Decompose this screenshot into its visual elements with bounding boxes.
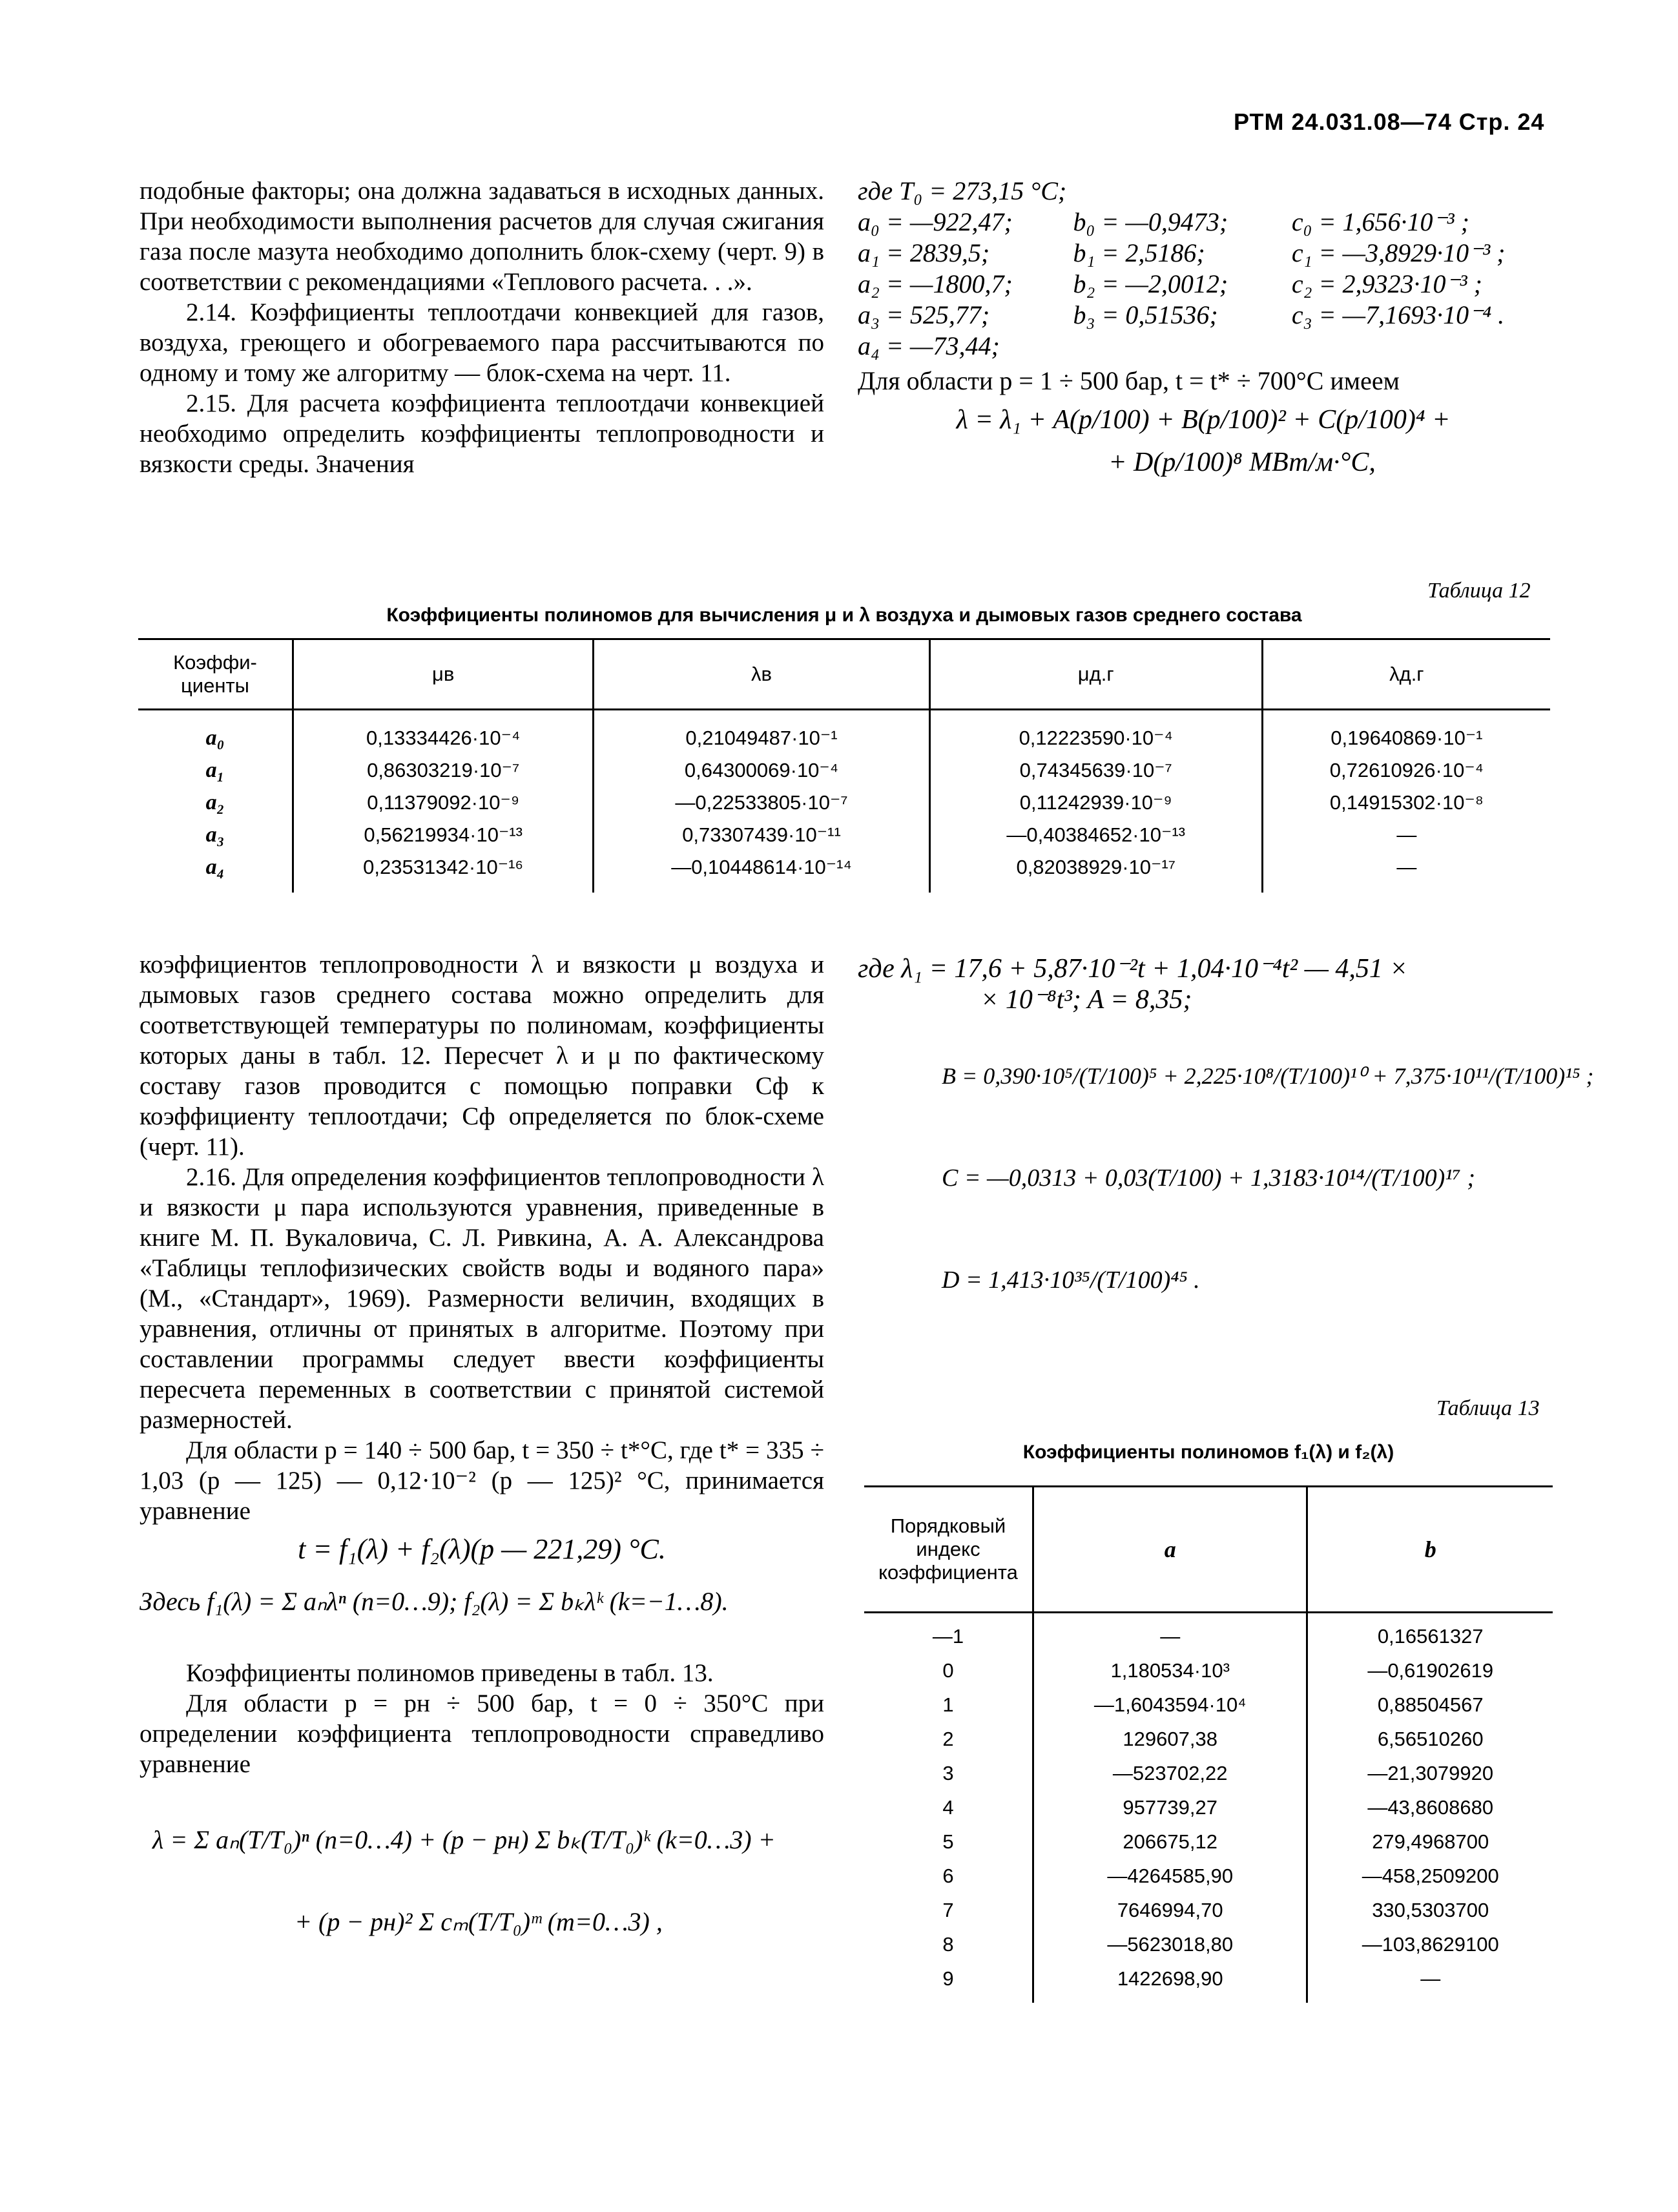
paragraph: подобные факторы; она должна задаваться в исходных данных. При необходимости выполнения расчетов для случая сжигания газа после мазута необходимо дополнить блок-схему (черт. 9) в соответствии с рекомендациями «Теплового расчета. . .».	[140, 177, 824, 296]
coef-row	[858, 331, 1549, 362]
coef-b: b₀ = —0,9473;	[1073, 207, 1228, 236]
header-cell: λв	[594, 639, 929, 710]
row-label: a₀	[205, 726, 225, 750]
cell: 0,74345639·10⁻⁷	[929, 754, 1262, 787]
lambda1-line-1: где λ₁ = 17,6 + 5,87·10⁻²t + 1,04·10⁻⁴t² — 4,51 ×	[858, 954, 1408, 984]
region-line: Для области p = 1 ÷ 500 бар, t = t* ÷ 700°C имеем	[858, 366, 1400, 395]
cell: —1,6043594·10⁴	[1033, 1688, 1307, 1722]
cell: 0,13334426·10⁻⁴	[293, 710, 594, 755]
table-13	[864, 1485, 1553, 2003]
cell: 9	[942, 1967, 954, 1990]
cell: 957739,27	[1033, 1790, 1307, 1824]
paragraph-2-14: 2.14. Коэффициенты теплоотдачи конвекцией для газов, воздуха, греющего и обогреваемого пара рассчитываются по одному и тому же алгоритму — блок-схема на черт. 11.	[140, 298, 824, 387]
table-row	[864, 1790, 1553, 1824]
formula-lambda-1: λ = λ₁ + A(p/100) + B(p/100)² + C(p/100)⁴ +	[956, 405, 1451, 435]
cell: 330,5303700	[1307, 1893, 1553, 1927]
equation-lambda-2: + (p − pн)² Σ cₘ(T/T₀)ᵐ (m=0…3) ,	[295, 1907, 663, 1936]
cell: 1,180534·10³	[1033, 1653, 1307, 1688]
cell: 6,56510260	[1307, 1722, 1553, 1756]
cell: 129607,38	[1033, 1722, 1307, 1756]
table13-caption: Таблица 13	[1436, 1396, 1540, 1420]
row-label: a₂	[205, 791, 225, 814]
cell: —523702,22	[1033, 1756, 1307, 1790]
paragraph-2-15: 2.15. Для расчета коэффициента теплоотдачи конвекцией необходимо определить коэффициенты теплопроводности и вязкости среды. Значения	[140, 389, 824, 478]
header-cell: Коэффи-циенты	[138, 639, 293, 710]
coef-b: b₃ = 0,51536;	[1073, 300, 1218, 329]
table-header-row	[138, 639, 1550, 710]
formula-lambda-2: + D(p/100)⁸ МВт/м·°C,	[1108, 448, 1376, 477]
coef-row	[858, 269, 1549, 300]
lambda1-line-2: × 10⁻⁸t³; A = 8,35;	[980, 985, 1192, 1015]
cell: 6	[942, 1864, 954, 1887]
coef-a: a₀ = —922,47;	[858, 207, 1013, 236]
cell: —458,2509200	[1307, 1859, 1553, 1893]
cell: 0,12223590·10⁻⁴	[929, 710, 1262, 755]
cell: —0,22533805·10⁻⁷	[594, 787, 929, 819]
table-row	[864, 1613, 1553, 1654]
cell: 8	[942, 1932, 954, 1956]
coef-c: c₂ = 2,9323·10⁻³ ;	[1291, 269, 1482, 298]
coef-c: c₃ = —7,1693·10⁻⁴ .	[1291, 300, 1505, 329]
cell: 0,82038929·10⁻¹⁷	[929, 851, 1262, 893]
table-row	[138, 754, 1550, 787]
cell: —4264585,90	[1033, 1859, 1307, 1893]
table-row	[864, 1824, 1553, 1859]
formula-B: B = 0,390·10⁵/(T/100)⁵ + 2,225·10⁸/(T/100)¹⁰ + 7,375·10¹¹/(T/100)¹⁵ ;	[942, 1063, 1594, 1089]
cell: 5	[942, 1830, 954, 1853]
paragraph-2-16: 2.16. Для определения коэффициентов теплопроводности λ и вязкости μ пара используются уравнения, приведенные в книге М. П. Вукаловича, С. Л. Ривкина, А. А. Александрова «Таблицы теплофизических свойств воды и водяного пара» (М., «Стандарт», 1969). Размерности величин, входящих в уравнения, отличны от принятых в алгоритме. Поэтому при составлении программы следует ввести коэффициенты пересчета переменных в соответствии с принятой системой размерностей.	[140, 1163, 824, 1434]
row-label: a₄	[205, 855, 225, 879]
table-row	[138, 787, 1550, 819]
cell: 0,88504567	[1307, 1688, 1553, 1722]
table-row	[138, 819, 1550, 851]
cell: 1	[942, 1693, 954, 1716]
table12-caption: Таблица 12	[1427, 579, 1531, 603]
cell: 1422698,90	[1033, 1961, 1307, 2003]
table-row	[864, 1859, 1553, 1893]
equation-lambda-1: λ = Σ aₙ(T/T₀)ⁿ (n=0…4) + (p − pн) Σ bₖ(T/T₀)ᵏ (k=0…3) +	[152, 1825, 776, 1854]
page-header: РТМ 24.031.08—74 Стр. 24	[1234, 109, 1545, 135]
table-row	[864, 1927, 1553, 1961]
header-cell: μд.г	[929, 639, 1262, 710]
cell: —	[1033, 1613, 1307, 1654]
table-row	[138, 710, 1550, 755]
cell: 0,16561327	[1307, 1613, 1553, 1654]
table-row	[864, 1756, 1553, 1790]
cell: 206675,12	[1033, 1824, 1307, 1859]
cell: 0,14915302·10⁻⁸	[1262, 787, 1550, 819]
table-row	[864, 1961, 1553, 2003]
coef-a: a₃ = 525,77;	[858, 300, 990, 329]
table-row	[138, 851, 1550, 893]
cell: 0,73307439·10⁻¹¹	[594, 819, 929, 851]
cell: —	[1307, 1961, 1553, 2003]
table12-title: Коэффициенты полиномов для вычисления μ и λ воздуха и дымовых газов среднего состава	[386, 605, 1302, 626]
cell: —5623018,80	[1033, 1927, 1307, 1961]
left-column-top	[140, 176, 824, 479]
cell: —	[1262, 819, 1550, 851]
cell: 279,4968700	[1307, 1824, 1553, 1859]
right-column-top	[858, 176, 1549, 478]
cell: —	[1262, 851, 1550, 893]
paragraph-region-2: Для области p = pн ÷ 500 бар, t = 0 ÷ 350°C при определении коэффициента теплопроводности справедливо уравнение	[140, 1690, 824, 1778]
coef-row	[858, 238, 1549, 269]
formula-D: D = 1,413·10³⁵/(T/100)⁴⁵ .	[942, 1266, 1200, 1294]
cell: 0,86303219·10⁻⁷	[293, 754, 594, 787]
cell: —103,8629100	[1307, 1927, 1553, 1961]
coef-row	[858, 300, 1549, 331]
header-cell: a	[1033, 1487, 1307, 1613]
cell: 0,11242939·10⁻⁹	[929, 787, 1262, 819]
cell: —21,3079920	[1307, 1756, 1553, 1790]
cell: 3	[942, 1761, 954, 1784]
coef-b: b₁ = 2,5186;	[1073, 238, 1205, 267]
table13-title: Коэффициенты полиномов f₁(λ) и f₂(λ)	[1022, 1442, 1394, 1463]
right-column-middle	[858, 953, 1594, 1296]
cell: —43,8608680	[1307, 1790, 1553, 1824]
cell: 0,21049487·10⁻¹	[594, 710, 929, 755]
header-cell: λд.г	[1262, 639, 1550, 710]
cell: 7	[942, 1898, 954, 1921]
table-12	[138, 638, 1550, 893]
cell: 0,11379092·10⁻⁹	[293, 787, 594, 819]
header-cell: Порядковый индекс коэффициента	[864, 1487, 1033, 1613]
cell: —0,40384652·10⁻¹³	[929, 819, 1262, 851]
cell: —0,10448614·10⁻¹⁴	[594, 851, 929, 893]
coef-a: a₂ = —1800,7;	[858, 269, 1013, 298]
paragraph: коэффициентов теплопроводности λ и вязкости μ воздуха и дымовых газов среднего состава можно определить для соответствующей температуры по полиномам, коэффициенты которых даны в табл. 12. Пересчет λ и μ по фактическому составу газов проводится с помощью поправки Cф к коэффициенту теплоотдачи; Cф определяется по блок-схеме (черт. 11).	[140, 951, 824, 1161]
header-cell: μв	[293, 639, 594, 710]
formula-C: C = —0,0313 + 0,03(T/100) + 1,3183·10¹⁴/(T/100)¹⁷ ;	[942, 1164, 1475, 1192]
where-t0: где T₀ = 273,15 °C;	[858, 176, 1067, 205]
cell: —0,61902619	[1307, 1653, 1553, 1688]
row-label: a₁	[205, 758, 225, 782]
cell: 0,72610926·10⁻⁴	[1262, 754, 1550, 787]
row-label: a₃	[205, 823, 225, 847]
coef-b: b₂ = —2,0012;	[1073, 269, 1228, 298]
coef-a: a₄ = —73,44;	[858, 331, 1000, 360]
table-row	[864, 1722, 1553, 1756]
cell: 7646994,70	[1033, 1893, 1307, 1927]
header-cell: b	[1307, 1487, 1553, 1613]
coef-row	[858, 207, 1549, 238]
cell: 0,64300069·10⁻⁴	[594, 754, 929, 787]
table-row	[864, 1893, 1553, 1927]
cell: 0	[942, 1659, 954, 1682]
paragraph-ref-table13: Коэффициенты полиномов приведены в табл. 13.	[186, 1659, 714, 1687]
table-row	[864, 1653, 1553, 1688]
coef-c: c₀ = 1,656·10⁻³ ;	[1291, 207, 1469, 236]
left-column-bottom	[140, 949, 824, 1937]
coef-a: a₁ = 2839,5;	[858, 238, 990, 267]
cell: 2	[942, 1727, 954, 1750]
cell: —1	[932, 1624, 964, 1648]
paragraph-region: Для области p = 140 ÷ 500 бар, t = 350 ÷ t*°C, где t* = 335 ÷ 1,03 (p — 125) — 0,12·10⁻² (p — 125)² °C, принимается уравнение	[140, 1436, 824, 1525]
table-header-row	[864, 1487, 1553, 1613]
cell: 0,23531342·10⁻¹⁶	[293, 851, 594, 893]
equation-here: Здесь f₁(λ) = Σ aₙλⁿ (n=0…9); f₂(λ) = Σ bₖλᵏ (k=−1…8).	[140, 1587, 729, 1616]
cell: 0,56219934·10⁻¹³	[293, 819, 594, 851]
table-row	[864, 1688, 1553, 1722]
equation-t: t = f₁(λ) + f₂(λ)(p — 221,29) °C.	[298, 1533, 666, 1565]
cell: 4	[942, 1795, 954, 1819]
cell: 0,19640869·10⁻¹	[1262, 710, 1550, 755]
coef-c: c₁ = —3,8929·10⁻³ ;	[1291, 238, 1506, 267]
